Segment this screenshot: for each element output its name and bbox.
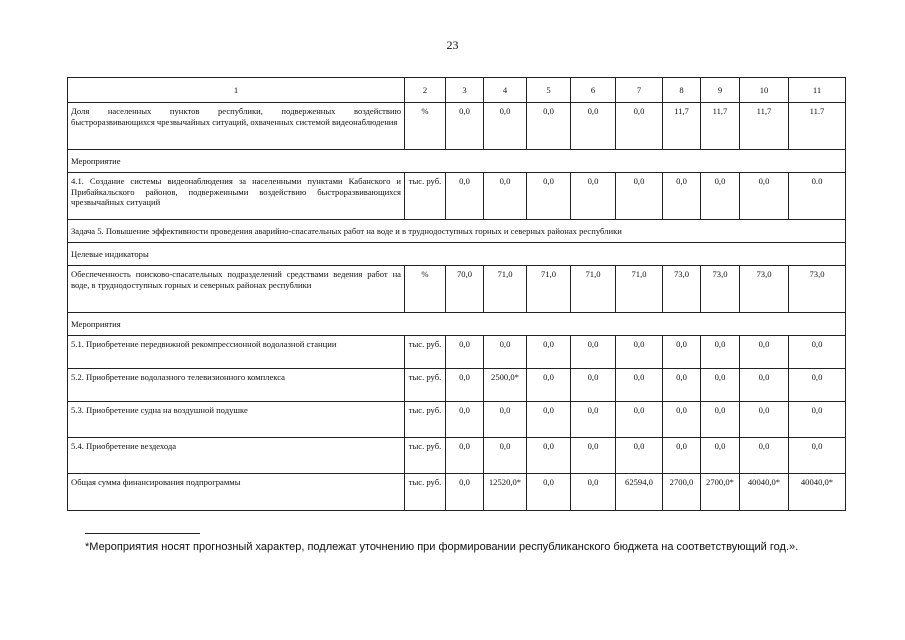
section-row [68,313,846,336]
value-cell: 62594,0 [616,474,663,511]
value-cell: 0.0 [789,173,846,220]
value-cell: 11,7 [663,103,701,150]
value-cell: 0,0 [789,336,846,369]
header-cell: 5 [527,78,571,103]
value-cell: 71,0 [571,266,616,313]
value-cell: 71,0 [616,266,663,313]
section-row [68,150,846,173]
section-heading: Мероприятия [68,313,846,336]
section-heading: Целевые индикаторы [68,243,846,266]
value-cell: 73,0 [740,266,789,313]
footnote: *Мероприятия носят прогнозный характер, подлежат уточнению при формировании республиканского бюджета на соответствующий год.». [85,541,799,553]
header-cell: 11 [789,78,846,103]
unit-cell: тыс. руб. [405,402,446,438]
value-cell: 0,0 [663,438,701,474]
value-cell: 73,0 [701,266,740,313]
table-row [68,336,846,369]
header-cell: 8 [663,78,701,103]
unit-cell: тыс. руб. [405,438,446,474]
value-cell: 40040,0* [789,474,846,511]
header-cell: 1 [68,78,405,103]
value-cell: 0,0 [740,402,789,438]
value-cell: 0,0 [571,369,616,402]
value-cell: 73,0 [789,266,846,313]
value-cell: 0,0 [616,438,663,474]
value-cell: 11,7 [701,103,740,150]
value-cell: 0,0 [527,336,571,369]
section-row [68,243,846,266]
value-cell: 2700,0* [701,474,740,511]
value-cell: 73,0 [663,266,701,313]
value-cell: 0,0 [484,402,527,438]
indicator-name: Общая сумма финансирования подпрограммы [68,474,405,511]
value-cell: 11,7 [740,103,789,150]
value-cell: 71,0 [527,266,571,313]
table-row [68,474,846,511]
value-cell: 0,0 [663,402,701,438]
header-cell: 3 [446,78,484,103]
table-row [68,266,846,313]
value-cell: 0,0 [484,103,527,150]
indicator-name: Обеспеченность поисково-спасательных подразделений средствами ведения работ на воде, в труднодоступных горных и северных районах республики [68,266,405,313]
indicator-name: 5.4. Приобретение вездехода [68,438,405,474]
value-cell: 0,0 [571,438,616,474]
table-row [68,173,846,220]
indicator-name: 5.1. Приобретение передвижной рекомпрессионной водолазной станции [68,336,405,369]
value-cell: 0,0 [701,369,740,402]
value-cell: 0,0 [571,474,616,511]
table-row [68,103,846,150]
value-cell: 0,0 [701,336,740,369]
unit-cell: тыс. руб. [405,474,446,511]
value-cell: 0,0 [446,336,484,369]
value-cell: 2700,0 [663,474,701,511]
table-row [68,402,846,438]
value-cell: 0,0 [740,336,789,369]
value-cell: 0,0 [446,369,484,402]
value-cell: 2500,0* [484,369,527,402]
header-cell: 4 [484,78,527,103]
header-row [68,78,846,103]
value-cell: 0,0 [484,438,527,474]
value-cell: 70,0 [446,266,484,313]
value-cell: 0,0 [527,474,571,511]
indicator-name: Доля населенных пунктов республики, подверженных воздействию быстроразвивающихся чрезвычайных ситуаций, охваченных системой видеонаблюдения [68,103,405,150]
value-cell: 0,0 [663,369,701,402]
value-cell: 0,0 [616,336,663,369]
value-cell: 0,0 [484,336,527,369]
value-cell: 0,0 [484,173,527,220]
value-cell: 40040,0* [740,474,789,511]
page-number: 23 [446,38,459,52]
header-cell: 6 [571,78,616,103]
value-cell: 0,0 [616,103,663,150]
unit-cell: тыс. руб. [405,336,446,369]
indicator-name: 5.3. Приобретение судна на воздушной подушке [68,402,405,438]
targets-table [67,77,846,511]
table-row [68,369,846,402]
value-cell: 0,0 [789,369,846,402]
value-cell: 0,0 [663,336,701,369]
value-cell: 0,0 [446,474,484,511]
value-cell: 0,0 [789,438,846,474]
value-cell: 0,0 [663,173,701,220]
indicator-name: 4.1. Создание системы видеонаблюдения за населенными пунктами Кабанского и Прибайкальского районов, подверженными воздействию быстроразвивающихся чрезвычайных ситуаций [68,173,405,220]
value-cell: 0,0 [571,103,616,150]
footnote-divider [85,533,200,534]
table-row [68,438,846,474]
value-cell: 0,0 [527,402,571,438]
value-cell: 0,0 [701,173,740,220]
value-cell: 0,0 [616,173,663,220]
value-cell: 0,0 [446,402,484,438]
value-cell: 0,0 [701,402,740,438]
value-cell: 0,0 [446,103,484,150]
value-cell: 11.7 [789,103,846,150]
unit-cell: тыс. руб. [405,173,446,220]
header-cell: 2 [405,78,446,103]
unit-cell: % [405,103,446,150]
value-cell: 0,0 [740,438,789,474]
value-cell: 0,0 [571,336,616,369]
value-cell: 0,0 [527,103,571,150]
value-cell: 0,0 [701,438,740,474]
value-cell: 0,0 [740,369,789,402]
value-cell: 0,0 [616,369,663,402]
value-cell: 0,0 [740,173,789,220]
unit-cell: % [405,266,446,313]
value-cell: 0,0 [527,369,571,402]
value-cell: 0,0 [571,173,616,220]
value-cell: 0,0 [446,173,484,220]
section-row [68,220,846,243]
unit-cell: тыс. руб. [405,369,446,402]
value-cell: 12520,0* [484,474,527,511]
value-cell: 0,0 [527,438,571,474]
value-cell: 0,0 [616,402,663,438]
value-cell: 0,0 [527,173,571,220]
section-heading: Мероприятие [68,150,846,173]
indicator-name: 5.2. Приобретение водолазного телевизионного комплекса [68,369,405,402]
header-cell: 10 [740,78,789,103]
value-cell: 71,0 [484,266,527,313]
header-cell: 7 [616,78,663,103]
value-cell: 0,0 [446,438,484,474]
header-cell: 9 [701,78,740,103]
value-cell: 0,0 [571,402,616,438]
section-heading: Задача 5. Повышение эффективности проведения аварийно-спасательных работ на воде и в труднодоступных горных и северных районах республики [68,220,846,243]
value-cell: 0,0 [789,402,846,438]
